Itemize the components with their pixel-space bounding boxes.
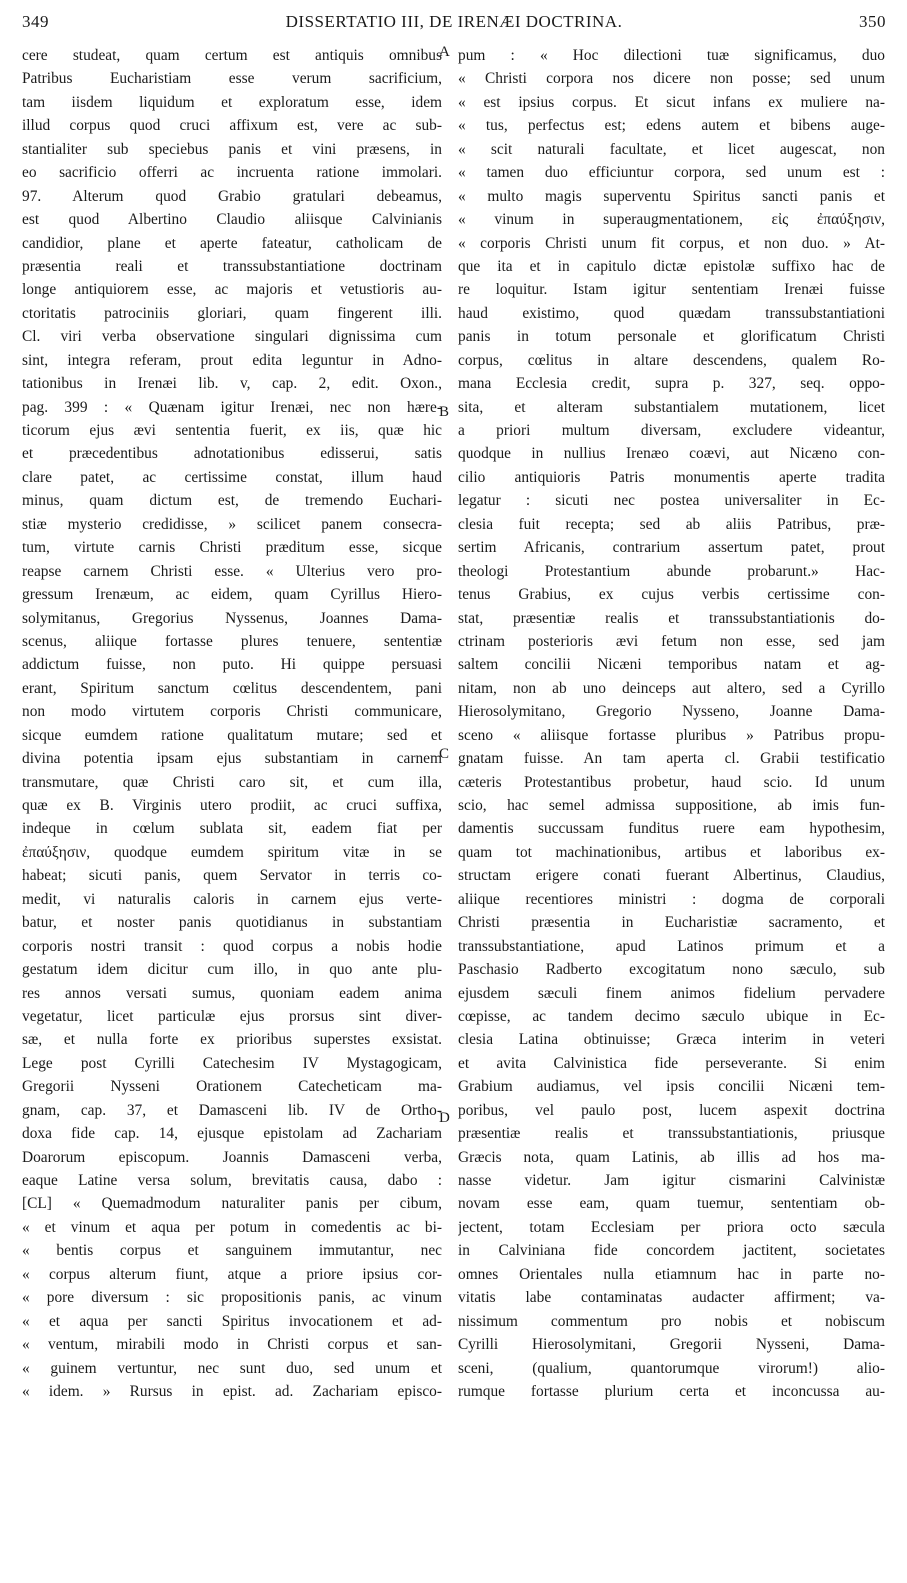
text-line: addictum fuisse, non puto. Hi quippe persuasi (22, 656, 442, 674)
text-line: gestatum idem dicitur cum illo, in quo ante plu- (22, 961, 442, 979)
text-line: 97. Alterum quod Grabio gratulari debeamus, (22, 187, 442, 205)
text-line: medit, vi naturalis caloris in carnem ejus verte- (22, 890, 442, 908)
text-line: Græcis nota, quam Latinis, ab illis ad hos ma- (458, 1148, 885, 1166)
margin-letter-c: C (439, 746, 450, 762)
text-line: sita, et alteram substantialem mutationem, licet (458, 398, 885, 416)
text-line: « scit naturali facultate, et licet augescat, non (458, 140, 885, 158)
text-line: transsubstantiatione, apud Latinos primum et a (458, 937, 885, 955)
text-line: corporis nostri transit : quod corpus a nobis hodie (22, 937, 442, 955)
text-line: gnatam fuisse. An tam aperta cl. Grabii testificatio (458, 750, 885, 768)
text-line: ticorum ejus ævi sententia fuerit, ex iis, quæ hic (22, 422, 442, 439)
text-line: gnam, cap. 37, et Damasceni lib. IV de Ortho- (22, 1101, 442, 1119)
text-line: et præcedentibus adnotationibus edisserui, satis (22, 445, 442, 463)
text-line: Cl. viri verba observatione singulari dignissima cum (22, 328, 442, 346)
text-line: sceni, (qualium, quantorumque virorum!) alio- (458, 1359, 885, 1377)
text-line: « idem. » Rursus in epist. ad. Zachariam episco- (22, 1382, 442, 1400)
text-line: reapse carnem Christi esse. « Ulterius vero pro- (22, 562, 442, 580)
text-line: sceno « aliisque fortasse pluribus » Patribus propu- (458, 726, 885, 744)
text-line: stat, præsentiæ realis et transsubstantiationis do- (458, 609, 885, 627)
text-line: « Christi corpora nos dicere non posse; sed unum (458, 70, 885, 88)
text-line: eaque Latine versa solum, brevitatis causa, dabo : (22, 1172, 442, 1189)
text-line: « corporis Christi unum fit corpus, et non duo. » At- (458, 234, 885, 252)
text-line: non modo virtutem corporis Christi communicare, (22, 703, 442, 721)
text-line: damentis succussam funditus ruere eam hypothesim, (458, 820, 885, 838)
text-line: scio, hac semel admissa suppositione, ab imis fun- (458, 797, 885, 814)
text-line: « vinum in superaugmentationem, εἰς ἐπαύξησιν, (458, 211, 885, 229)
text-line: aliique recentiores ministri : dogma de corporali (458, 890, 885, 908)
text-line: « corpus alterum fiunt, atque a priore ipsius cor- (22, 1265, 442, 1283)
margin-letter-a: A (439, 44, 450, 60)
text-line: quæ ex B. Virginis utero prodiit, ac cruci suffixa, (22, 797, 442, 814)
text-line: pum : « Hoc dilectioni tuæ significamus, duo (458, 47, 885, 64)
text-line: « bentis corpus et sanguinem immutantur, nec (22, 1242, 442, 1260)
text-line: a priori multum diversam, excludere videantur, (458, 422, 885, 439)
margin-letter-b: B (439, 404, 450, 420)
text-line: sint, integra referam, prout edita leguntur in Adno- (22, 351, 442, 369)
text-line: et avita Calvinistica fide perseverante. Si enim (458, 1054, 885, 1072)
text-line: pag. 399 : « Quænam igitur Irenæi, nec non hære- (22, 398, 442, 416)
page-number-right: 350 (859, 12, 886, 31)
text-line: Christi præsentia in Eucharistiæ sacramento, et (458, 914, 885, 932)
text-line: habeat; sicuti panis, quem Servator in terris co- (22, 867, 442, 885)
text-line: « est ipsius corpus. Et sicut infans ex muliere na- (458, 93, 885, 111)
text-line: « ventum, mirabili modo in Christi corpus et san- (22, 1336, 442, 1354)
text-line: nitam, non ab uno deinceps aut altero, sed a Cyrillo (458, 679, 885, 697)
text-line: novam esse eam, quam tuemur, sententiam ob- (458, 1195, 885, 1213)
text-line: jectent, totam Ecclesiam per priora octo sæcula (458, 1218, 885, 1236)
text-line: clare patet, ac certissime constat, illum haud (22, 468, 442, 486)
text-line: que ita et in capitulo dictæ epistolæ suffixo hac de (458, 257, 885, 275)
text-line: cæteris Protestantibus probetur, haud scio. Id unum (458, 773, 885, 791)
text-line: omnes Orientales nulla etiamnum hac in parte no- (458, 1265, 885, 1283)
text-line: haud existimo, quod quædam transsubstantiationi (458, 304, 885, 322)
text-line: Patribus Eucharistiam esse verum sacrificium, (22, 70, 442, 88)
text-line: Grabium audiamus, vel ipsis concilii Nicæni tem- (458, 1078, 885, 1096)
text-line: theologi Protestantium abunde probarunt.» Hac- (458, 562, 885, 580)
text-line: « tamen duo efficiuntur corpora, sed unum est : (458, 164, 885, 182)
text-line: indeque in cœlum sublata sit, eadem fiat per (22, 820, 442, 838)
text-line: scenus, aliique fortasse plures tenuere, sententiæ (22, 632, 442, 650)
text-line: præsentiæ realis et transsubstantiationis, priusque (458, 1125, 885, 1143)
text-line: « et vinum et aqua per potum in comedentis ac bi- (22, 1218, 442, 1236)
text-line: cere studeat, quam certum est antiquis omnibus (22, 47, 442, 64)
text-line: quam tot machinationibus, artibus et laboribus ex- (458, 843, 885, 861)
text-line: divina potentia ipsam ejus substantiam in carnem (22, 750, 442, 768)
text-line: stiæ mysterio credidisse, » scilicet panem consecra- (22, 515, 442, 533)
text-line: erant, Spiritum sanctum cœlitus descendentem, pani (22, 679, 442, 697)
text-line: vegetatur, licet particulæ ejus prorsus sint diver- (22, 1007, 442, 1025)
text-line: re loquitur. Istam igitur sententiam Irenæi fuisse (458, 281, 885, 299)
text-line: Lege post Cyrilli Catechesim IV Mystagogicam, (22, 1054, 442, 1072)
text-line: legatur : sicuti nec postea universaliter in Ec- (458, 492, 885, 510)
text-line: res annos versati sumus, quoniam eadem anima (22, 984, 442, 1002)
text-line: ctoritatis patrociniis gloriari, quam fingerent illi. (22, 304, 442, 322)
text-line: Doarorum episcopum. Joannis Damasceni verba, (22, 1148, 442, 1166)
text-line: [CL] « Quemadmodum naturaliter panis per cibum, (22, 1195, 442, 1213)
text-line: tam iisdem liquidum et exploratum esse, idem (22, 93, 442, 111)
text-line: « tus, perfectus est; edens autem et bibens auge- (458, 117, 885, 135)
text-line: gressum Irenæum, ac eidem, quam Cyrillus Hiero- (22, 586, 442, 604)
text-line: præsentia reali et transsubstantiatione doctrinam (22, 257, 442, 275)
text-line: sæ, et nulla forte ex prioribus superstes exsistat. (22, 1031, 442, 1049)
right-column (458, 44, 885, 1403)
text-line: longe antiquiorem esse, ac majoris et vetustioris au- (22, 281, 442, 299)
text-line: « pore diversum : sic propositionis panis, ac vinum (22, 1289, 442, 1307)
text-line: mana Ecclesia credit, supra p. 327, seq. oppo- (458, 375, 885, 393)
text-line: nissimum commentum pro nobis et nobiscum (458, 1312, 885, 1330)
text-line: nasse videtur. Jam igitur cismarini Calvinistæ (458, 1172, 885, 1189)
text-line: ctrinam posterioris ævi fetum non esse, sed jam (458, 632, 885, 650)
text-line: corpus, cœlitus in altare descendens, qualem Ro- (458, 351, 885, 369)
text-line: tum, virtute carnis Christi præditum esse, sicque (22, 539, 442, 557)
left-column (22, 44, 442, 1403)
text-line: est quod Albertino Claudio aliisque Calvinianis (22, 211, 442, 229)
text-line: « et aqua per sancti Spiritus invocationem et ad- (22, 1312, 442, 1330)
margin-letter-d: D (439, 1110, 450, 1126)
text-line: in Calviniana fide concordem jactitent, societates (458, 1242, 885, 1260)
text-line: tenus Grabius, ex cujus verbis certissime con- (458, 586, 885, 604)
running-title: DISSERTATIO III, DE IRENÆI DOCTRINA. (285, 12, 623, 31)
text-line: solymitanus, Gregorius Nyssenus, Joannes Dama- (22, 609, 442, 627)
text-line: vitatis labe contaminatas audacter affirment; va- (458, 1289, 885, 1307)
text-line: structam erigere conati fuerant Albertinus, Claudius, (458, 867, 885, 885)
text-line: Paschasio Radberto excogitatum nono sæculo, sub (458, 961, 885, 979)
text-line: poribus, vel paulo post, lucem aspexit doctrina (458, 1101, 885, 1119)
page-number-left: 349 (22, 12, 49, 31)
text-line: cœpisse, ac tandem decimo sæculo ubique in Ec- (458, 1007, 885, 1025)
text-line: « multo magis superventu Spiritus sancti panis et (458, 187, 885, 205)
text-line: panis in totum personale et glorificatum Christi (458, 328, 885, 346)
text-line: saltem concilii Nicæni temporibus natam et ag- (458, 656, 885, 674)
text-line: Hierosolymitano, Gregorio Nysseno, Joanne Dama- (458, 703, 885, 721)
text-line: quodque in nullius Irenæo coævi, aut Nicæno con- (458, 445, 885, 463)
text-line: doxa fide cap. 14, ejusque epistolam ad Zachariam (22, 1125, 442, 1143)
text-line: rumque fortasse plurium certa et inconcussa au- (458, 1382, 885, 1400)
page-header (22, 8, 886, 36)
text-line: tationibus in Irenæi lib. v, cap. 2, edit. Oxon., (22, 375, 442, 393)
text-line: ejusdem sæculi finem animos fidelium pervadere (458, 984, 885, 1002)
text-line: cilio antiquioris Patris monumentis aperte tradita (458, 468, 885, 486)
text-line: « guinem vertuntur, nec sunt duo, sed unum et (22, 1359, 442, 1377)
text-line: clesia Latina obtinuisse; Græca interim in veteri (458, 1031, 885, 1049)
text-line: eo sacrificio offerri ac incruenta ratione immolari. (22, 164, 442, 182)
text-line: ἐπαύξησιν, quodque eumdem spiritum vitæ in se (22, 843, 442, 861)
text-line: sicque eumdem ratione qualitatum mutare; sed et (22, 726, 442, 744)
text-line: clesia fuit recepta; sed ab aliis Patribus, præ- (458, 515, 885, 533)
text-line: minus, quam dictum est, de tremendo Euchari- (22, 492, 442, 510)
text-line: batur, et noster panis quotidianus in substantiam (22, 914, 442, 932)
text-line: Cyrilli Hierosolymitani, Gregorii Nysseni, Dama- (458, 1336, 885, 1354)
text-line: stantialiter sub speciebus panis et vini præsens, in (22, 140, 442, 158)
text-line: illud corpus quod cruci affixum est, vere ac sub- (22, 117, 442, 135)
text-line: sertim Africanis, contrarium assertum patet, prout (458, 539, 885, 557)
text-line: transmutare, quæ Christi caro sit, et cum illa, (22, 773, 442, 791)
text-line: Gregorii Nysseni Orationem Catecheticam ma- (22, 1078, 442, 1096)
text-line: candidior, plane et aperte fateatur, catholicam de (22, 234, 442, 252)
